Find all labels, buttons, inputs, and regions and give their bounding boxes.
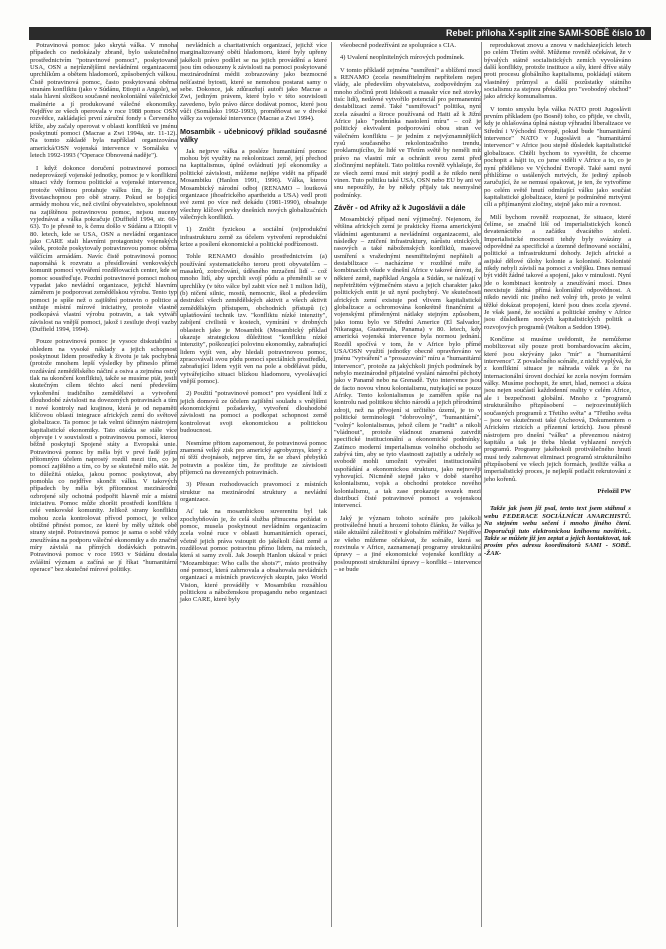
paragraph: 3) Přesun rozhodovacích pravomocí z místních struktur na mezinárodní struktury a nevládní organizace. bbox=[180, 481, 327, 503]
paragraph: Milí bychom rovněž rozpoznat, že situace, které čelíme, se značně liší od imperialistických konců devatenáctého a začátku dvacátého století. Imperialistické mocnosti tehdy byly svázány a odpovědné za specifické a územně definované sociální, politické a infrastrukturní dohody. Jejich africké a asijské dělové úlohy kolonie a kolonisté. Kolonisté nikdy nebyli závislí na pomoci z vnějšku. Dnes nemusí být vidět žádné takové a spojení, jako v minulosti. Nyní jde o kombinaci kontroly a zneužívání mocí. Dnes neexistuje žádná přímá koloniální odpovědnost. A nikdo nevidí nic jiného než volný trh, proto je velmi těžké dokázat propojení, které jsou dnes zcela zjevné. Je však jasné, že sociální a politické změny v Africe jsou důsledkem nových kapitalistických politik a rozvojových programů (Walton a Seddon 1994). bbox=[484, 213, 631, 331]
column-divider bbox=[331, 42, 332, 927]
paragraph: nevládních a charitativních organizací, jejichž více marginalizovaný obětí hladomoru, které byly upřeny jakékoli právo podílet se na jejich provádění a které jsou tím odsouzeny k závislosti na pomoci poskytované mezinárodními médii zobrazovány jako bezmocné nešťastné bytosti, které se nemohou postarat samy o sebe. Dokonce, jak zdůrazňují autoři jako Macrae a Zwi, jediným právem, které bylo v této souvislosti zavedeno, bylo právo dárce dodávat pomoc, které jsou vůči (Somálsko 1992-1993), proměňovat se v divoké války za vojenské intervence (Macrae a Zwi 1994). bbox=[180, 42, 327, 123]
paragraph: Jaký je význam tohoto scénáře pro jakékoli protiválečné hnutí a hrození tohoto článku, že válka je stále aktuální záležitostí v globalním měřítku? Nejdříve ze všeho můžeme očekávat, že scénáře, která se rozvinula v Africe, zaznamenají programy strukturální úpravy – a jiné ekonomické vojenské konflikty a posloupnosti strukturální úpravy – konflikt – intervence – se bude bbox=[334, 514, 481, 574]
paragraph: 4) Uvalení neoplnitelných mírových podmínek. bbox=[340, 54, 465, 62]
paragraph: V tomto smyslu byla válka NATO proti Jugoslávii prvním příkladem (po Bosně) toho, co přijde, ve chvíli, kdy je ohlašována úplná nástup výhradní liberalizace ve Střední i Východní Evropě, pokud bude "humanitární intervence" NATO v Jugoslávii a "humanitární intervence" v Africe jsou stejně důsledek kapitalistické globalizace. Chtěli bychom to vysvětlit, že chceme pochopit a hájit to, co jsme viděli v Africe a to, co je nyní přiděleno ve Východní Evropě. Také sami nyní přihlížíme o ustálených mrtvých, že jediný způsob zaručující, že se nemusí opakovat, je ten, že vytvoříme po celém světě hnutí odmítající válku jako součást kapitalistické globalizace, které je podmíněné mrtvými cíli a přijímanými zločiny, stejně jako mír a rovnost. bbox=[484, 105, 631, 209]
text-column-1 bbox=[30, 42, 177, 578]
section-heading: Mosambik - učebnicový příklad současné války bbox=[180, 126, 327, 144]
paragraph: Nesmíme přitom zapomenout, že potravinová pomoc znamená velký zisk pro americký agrobyznys, který z ní těží dvojnásob, nejprve tím, že se zbaví přebytků potravin a posléze tím, že profituje ze závislosti příjemců na dovezených potravinách. bbox=[180, 439, 327, 476]
paragraph: V tomto příkladě zejména "usmíření" a sblížení mocí s RENAMO (zcela nesmiřitelným nepřítelem nejen vlády, ale především obyvatelstva, zodpovědným za mnoho zločinů proti lidskosti a masakr více než stovky tisíc lidí), nedávné vytvořilo potenciál pro permanentní destabilizaci země. Také "usmiřovací" politika, nyní zcela zásadní a široce používaná od Haiti až k Jižní Africe jako "podmínka nastolení míru" – což je politický ekvivalent podporování obou stran ve válečném konfliktu – je jedním z nejvýznamnějších rysů současného rekolonizačního trendu, proklamujícího, že lidé ve Třetím světě by neměli mít právo na vlastní mír a ochránit svou zemi před zločinnými nepřáteli. Tato politika rovněž vyhlašuje, že ze všech zemí musí mít stejný podíl a že nikdo není vinen. Tuto politiku také USA, OSN nebo EU by ani ve snu nepoužily, že by někdy přijaly tak nesmyslné podmínky. bbox=[334, 66, 481, 199]
paragraph: Končíme si musíme uvědomit, že nemůžeme mobilizovat síly pouze proti bombardovacím akcím, které jsou skrývány jako "mír" a "humanitární intervence". Z povalečného scénáře, z nichž vyplývá, že z konfliktní situace je náhrada válek a že na internacionální úrovni dochází ke zcela novým formám války. Musíme pochopit, že smrt, hlad, nemoci a zkáza jsou nejen součástí každodenní reality v celém Africe, ale i bezpečnosti globální. Mnoho z "programů strukturálního přizpůsobení – nejrozvinutějších současných programů z Třetího světa" a "Třetího světa – jsou ve skutečnosti také (Acheová, Dokumentem o Africkém rizicích a přízemní krizích). Jsou přesně nástrojem pro dnešní "válku" a převezmou nástroj kapitálu a tak je třeba hledat vyhlazení nových programů. Programy jakéhokoli protiválečného hnutí musí tedy zahrnovat eliminaci programů strukturálního přizpůsobení ve všech jejich formách, jestliže válka a imperialistický proces, je nejlepší potlačit rekrutování z jeho kořenů. bbox=[484, 336, 631, 483]
column-divider bbox=[177, 42, 178, 927]
page-header-bar bbox=[29, 27, 651, 40]
text-column-3 bbox=[334, 42, 481, 578]
paragraph: 2) Použití "potravinové pomoci" pro vysídlení lidí z jejich domovů ze účelem zajištění souladu s vnějšími ekonomickými požadavky, vytvoření dlouhodobé závislosti na pomoci a podkopat schopnost země kontrolovat svoji ekonomickou a politickou budoucnost. bbox=[180, 390, 327, 435]
text-column-2 bbox=[180, 42, 327, 609]
paragraph: Tohle RENAMO dosáhlo prostřednictvím (a) používání systematického teroru proti obyvatelům – masakrů, zotročování, úděsného mrzačení lidí – což mnoho lidí, aby uprchli svojí půdu a přeměnili se v uprchlíky (v této válce byl zabit více než 1 milion lidí), (b) ničení silnic, mostů, nemocnic, škol a především destrukcí všech zemědělských aktivit a všech aktivit zemědělským přístupem, obchodních přístupů (c) uplatňování technik tzv. "konfliktu nízké intenzity", zabíjení civilistů v kostech, vymírání v drobných oblastech jako je Mosambik (Mosambický příklad ukazuje strategickou důležitost "konfliktu nízké intenzity", poškozující polovinu ekonomiky, zabraňující lidem vyjít ven, aby hledali potravinovou pomoc, zpracovávali svou půdu pomocí speciálních prostředků, zabraňující lidem vyjít ven na pole a obdělávat půdu, vytvářejícího situaci blízkou hladomoru, vyvolávající vnější pomoc). bbox=[180, 253, 327, 386]
paragraph: I když dokonce doručení potravinové pomoci nedeprovázejí vojenské jednotky, pomoc je v konfliktní situaci vždy formou politické a vojenské intervence, protože většinou protahuje válku tím, že ji činí životaschopnou pro obě strany. Pokud se bojující armády mohou víc, než civilní obyvatelstvo, spolehnout na zajištěnou potravinovou pomoc, nejsou nuceny vyjednávat a válka pokračuje (Duffield 1994, str. 60-63). To je přesně to, k čemu došlo v Súdánu a Etiopii v 80. letech, kde se USA, OSN a nevládní organizace jako CARE stali hlavními protagonisty vojenských válek, protože poskytovaly potravinovou pomoc oběma válčícím armádám. Navíc čistě potravinová pomoc napomáhá k rozvratu a přesídlování venkovských komunit pomocí vytváření rozdělovacích center, kde se pomoc soustřeďuje. Pozdní potravinové pomoci mohou vypadat jako nevládní organizace, jejichž hlavním záměrem je podporovat zemědělskou výrobu. Tento typ pomoci je spíše než o zajištění potravin o politice a snižuje místní mírové iniciativy, protože vlastně podkopává vlastní výrobu potravin, a tak vytváří závislost na vnější pomoci, jakož i zesiluje dvojí vazby (Duffield 1994, 1994). bbox=[30, 164, 177, 334]
paragraph: všeobecně podezříváni ze spolupráce s CIA. bbox=[340, 42, 456, 49]
text-column-4 bbox=[484, 42, 631, 564]
paragraph: Mosambický případ není výjimečný. Nejenom, že většina afrických zemí je prakticky řízena americkými vládními agenturami a nevládními organizacemi, ale následky – zničení infrastruktury, nárůstu etnických, rasových a také náboženských konfliktů, masové usmíření s vražednými nesmiřitelnými nepřáteli a destabilizace – nacházíme v rozdílné míře a kombinacích všude v dnešní Africe v takové úrovni, že některé země, například Angola a Súdán, se nalézají v nepřetržitém výjimečném stavu a jejich charakter jako politických entit je už nyní pochybný. Ve skutečnosti afrických zemí existuje pod vlivem kapitalistické globalizace a ochromována konkrétně finančními a vojenskými příměrnými nátlaky stejným způsobem, jako tomu bylo ve Střední Americe (El Salvador, Nikaragua, Guatemala, Panama) v 80. letech, kdy americká vojenská intervence byla normou jednání. Rozdíl spočívá v tom, že v Africe bylo přímé USA/OSN využití jednotky obecně opravňováno ve jménu "vytváření" a "prosazování" míru a "humanitární intervence", protože za jakýchkoli jiných podmínek by nebylo mezinárodně přijatelné vyslání námořní pěchoty jako v Panamě nebo na Grenadě. Tyto intervence jsou de facto novou vlnou kolonialismu, nutykající se pouze Afriky. Tento kolonialismus je zaměřen spíše na kontrolu nad politikou těchto národů a jejich přírodními zdroji, než na přivojení si určitého území, je to v politické terminologii "dobrovolný", "humanitární", "volný" kolonialismus, jehož cílem je "radit" a nikoli "vládnout", protože vládnout znamená zatvrdit specifické institucionální a ekonomické podmínky. Zatímco moderní imperialismus volného obchodu se zabývá tím, aby se tyto vlastnosti zajistily a udržely se svobodě mohli umožnit vytvářet institucionální uspořádání a ekonomickou strukturu, jako nejnověji vyhovující. Nicméně stejně jako v době starého kolonialismu, vojsk a obchodní protekce nového kolonialismu, a tak zase prokazuje svazek mezi distribucí čisté potravinové pomoci a vojenskou intervencí. bbox=[334, 215, 481, 510]
editor-note: Takže jak jsem již psal, tento text jsem stáhnul s webu FEDERACE SOCIÁLNÍCH ANARCHISTŮ. Na stejném webu sečení i mnoho jiného čtení. Doporučuji tuto elektronickou knihovnu navštívit... Takže se můžete již jen zeptat a jejich kontaktovat, tak prosím přes adresu koordinátorů SAMI - SOBĚ. -ŽAK- bbox=[484, 505, 631, 557]
paragraph: Ať tak na mosambickou suverenitu byl tak zpochybňován je, že celá služba přinucena požádat o pomoc, musela poskytnout nevládním organizacím zcela volné ruce v oblasti humanitárních operací, včetně jejich práva vstoupit do jakékoli části země a rozdělovat pomoc potravinu přímo lidem, na místech, která si samy zvolí. Jak Joseph Hanlon ukázal v práci "Mozambique: Who calls the shots?", místo protiváhy oné pomoci, která zahrnovala a obsahovala nevládních organizací a místních pravicových skupin, jako World Vision, které prováděly v Mosambiku rozsáhlou politickou a náboženskou propagandu nebo organizaci jako CARE, které byly bbox=[180, 508, 327, 604]
column-divider bbox=[481, 42, 482, 927]
paragraph: 1) Zničit fyzickou a sociální (re)produkční infrastrukturu země za účelem vytvoření reprodukční krize a posílení ekonomické a politické podřízenosti. bbox=[180, 226, 327, 248]
page-header-title: Rebel: příloha X-split zine SAMI-SOBĚ číslo 10 bbox=[445, 28, 645, 38]
paragraph: reprodukovat znovu a znovu v nadcházejících letech po celém Třetím světě. Můžeme rovněž očekávat, že v bývalých státně socialistických zemích vyvoláváno další konflikty, protože instituce a síly, které dříve stály proti procesu globálního kapitalismu, pokládají státem vlastněný průmysl a další pozůstatky státního socialismu za stejnou překážku pro "svobodný obchod" jako africký komunalismus. bbox=[484, 42, 631, 101]
translator-credit: Přeložil PW bbox=[597, 487, 631, 495]
paragraph: Pouze potravinová pomoc je vysoce diskutabilní s ohledem na vysoké náklady a jejich schopnost poskytnout lidem prostředky k životu je tak pochybná (protože mnohem lepší výsledky by přineslo přímé rozdávání zemědělského náčiní a osiva a zejména ostrý tlak na ukončení konfliktu), takže se musíme ptát, jestli skutečným cílem těchto akcí není především vykořenění tradičního zemědělství a vytvoření dlouhodobé závislosti na dovezených potravinách a tím i nové kontroly nad krajinou, která je od nepaměti klíčovou oblastí integrace afrických zemí do světové globalizace. Ta pomoc je tak velmi účinným nástrojem kapitalistické ekonomiky. Tato otázka se stále více objevuje i v souvislosti s potravinovou pomocí, kterou běžně poskytují Spojené státy a Evropská unie. Potravinová pomoc by měla být v prvé řadě jejím přítomným účelem naprostý rozdíl mezi tím, co je pomocí zajištěno a tím, co by se skutečně mělo stát. Je to důležitá otázka, jakou pomoc poskytovat, aby pomohla co nejdříve skončit válku. V takových případech by měla být přítomnost mezinárodní ozbrojené síly ochotná podpořit hlavně mír a místní iniciativu. Pomoc může zhoršit prostředí konfliktu i celé venkovské komunity. Jelikož strany konfliktu mohou zcela kontrolovat přívod pomoci, je velice obtížné přinést pomoc, ze které by měly užitek obě strany stejně. Potravinová pomoc je sama o sobě vždy zneužívána na podporu válečné ekonomiky a do značné míry závislá na přímých dodávkách potravin. Potravinová pomoc v roce 1993 v Súdánu dostala zvláštní význam a začíná se jí říkat "humanitární operace" bez skutečné mírové politiky. bbox=[30, 338, 177, 574]
paragraph: Potravinová pomoc jako skrytá válka. V mnoha případech co nedokázaly zbraně, bylo uskutečněno prostřednictvím "potravinové pomoci", poskytované USA, OSN a nejrůznějšími nevládními organizacemi uprchlíkům a obětem hladomorů, způsobených válkou. Čistě potravinová pomoc, často poskytovaná oběma stranám konfliktu (jako v Súdánu, Etiopii a Angole), se stala hlavní složkou současné neokoloniální válečnické mašinérie a jí produkované válečné ekonomiky. Nejdříve ze všech operovala v roce 1988 pomoc OSN rozvědce, zakládající první záruční fondy s Červeného kříže, aby začaly operovat v oblasti konfliktů ve jménu poskytnutí pomoci (Macrae a Zwi 1994a, str. 11-12). Na tomto základě byla například organizována americká/OSN vojenská intervence v Somálsku v letech 1992-1993 ("Operace Obnovená naděje"). bbox=[30, 42, 177, 160]
paragraph: Jak nejprve válka a posléze humanitární pomoc mohou být využity na rekolonizaci země, její přechod na kapitalismus, úplné ovládnutí její ekonomiky a politické závislosti, můžeme nejlépe vidět na případě Mosambiku (Hanlon 1991, 1996). Válka, kterou Mosambický národní odboj (RENAMO – loutková organizace jihoafrického apartheidu a USA) vedl proti své zemi po více než dekádu (1981-1990), obsahuje všechny klíčové prvky dnešních nových globalizačních válečných konfliktů. bbox=[180, 147, 327, 221]
section-heading: Závěr - od Afriky až k Jugoslávii a dále bbox=[334, 202, 466, 212]
